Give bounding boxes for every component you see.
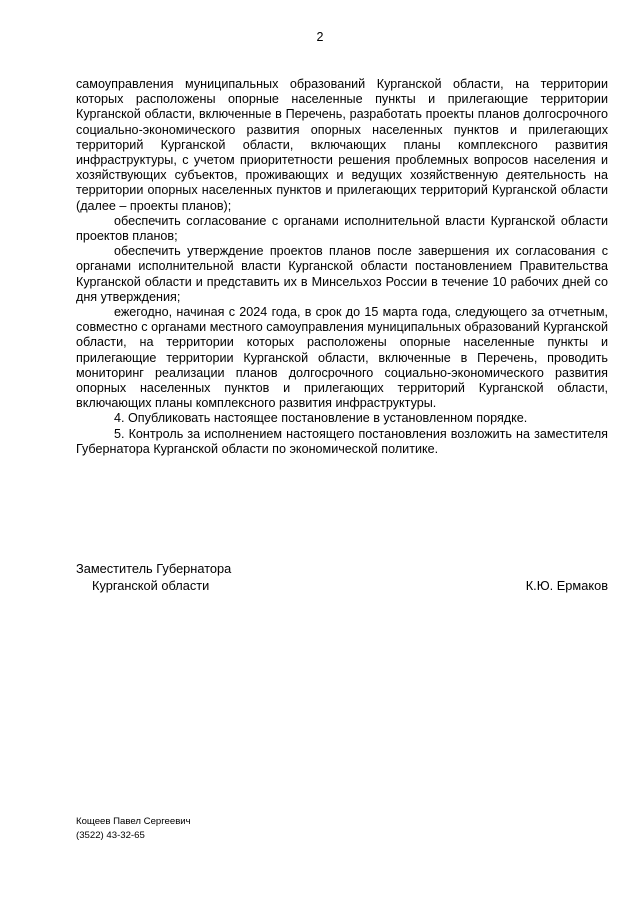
page-number: 2 bbox=[316, 30, 324, 44]
paragraph-4: ежегодно, начиная с 2024 года, в срок до 15 марта года, следующего за отчетным, совместно с органами местного самоуправления муниципальных образований Курганской области, на территории которых расположены опорные населенные пункты и прилегающие территории Курганской области, включенные в Перечень, проводить мониторинг реализации планов долгосрочного социально-экономического развития опорных населенных пунктов и прилегающих территорий Курганской области, включающих планы комплексного развития инфраструктуры. bbox=[76, 305, 608, 411]
executor-phone: (3522) 43-32-65 bbox=[76, 830, 145, 841]
paragraph-6: 5. Контроль за исполнением настоящего постановления возложить на заместителя Губернатора Курганской области по экономической политике. bbox=[76, 426, 608, 456]
signatory-title-line2: Курганской области bbox=[92, 578, 210, 593]
paragraph-5: 4. Опубликовать настоящее постановление в установленном порядке. bbox=[114, 411, 528, 426]
paragraph-1: самоуправления муниципальных образований Курганской области, на территории которых расположены опорные населенные пункты и прилегающие территории Курганской области, включенные в Перечень, разработать проекты планов долгосрочного социально-экономического развития опорных населенных пунктов и прилегающих территорий Курганской области, включающих планы комплексного развития инфраструктуры, с учетом приоритетности решения проблемных вопросов населения и хозяйствующих субъектов, проживающих и ведущих хозяйственную деятельность на территории опорных населенных пунктов и прилегающих территорий Курганской области (далее – проекты планов); bbox=[76, 77, 608, 213]
signatory-title-line1: Заместитель Губернатора bbox=[76, 561, 232, 576]
paragraph-3: обеспечить утверждение проектов планов после завершения их согласования с органами исполнительной власти Курганской области постановлением Правительства Курганской области и представить их в Минсельхоз России в течение 10 рабочих дней со дня утверждения; bbox=[76, 244, 608, 304]
paragraph-2: обеспечить согласование с органами исполнительной власти Курганской области проектов планов; bbox=[76, 213, 608, 244]
signatory-name: К.Ю. Ермаков bbox=[525, 578, 608, 593]
executor-footer bbox=[76, 815, 191, 843]
document-body bbox=[76, 77, 608, 457]
executor-name: Кощеев Павел Сергеевич bbox=[76, 816, 191, 827]
